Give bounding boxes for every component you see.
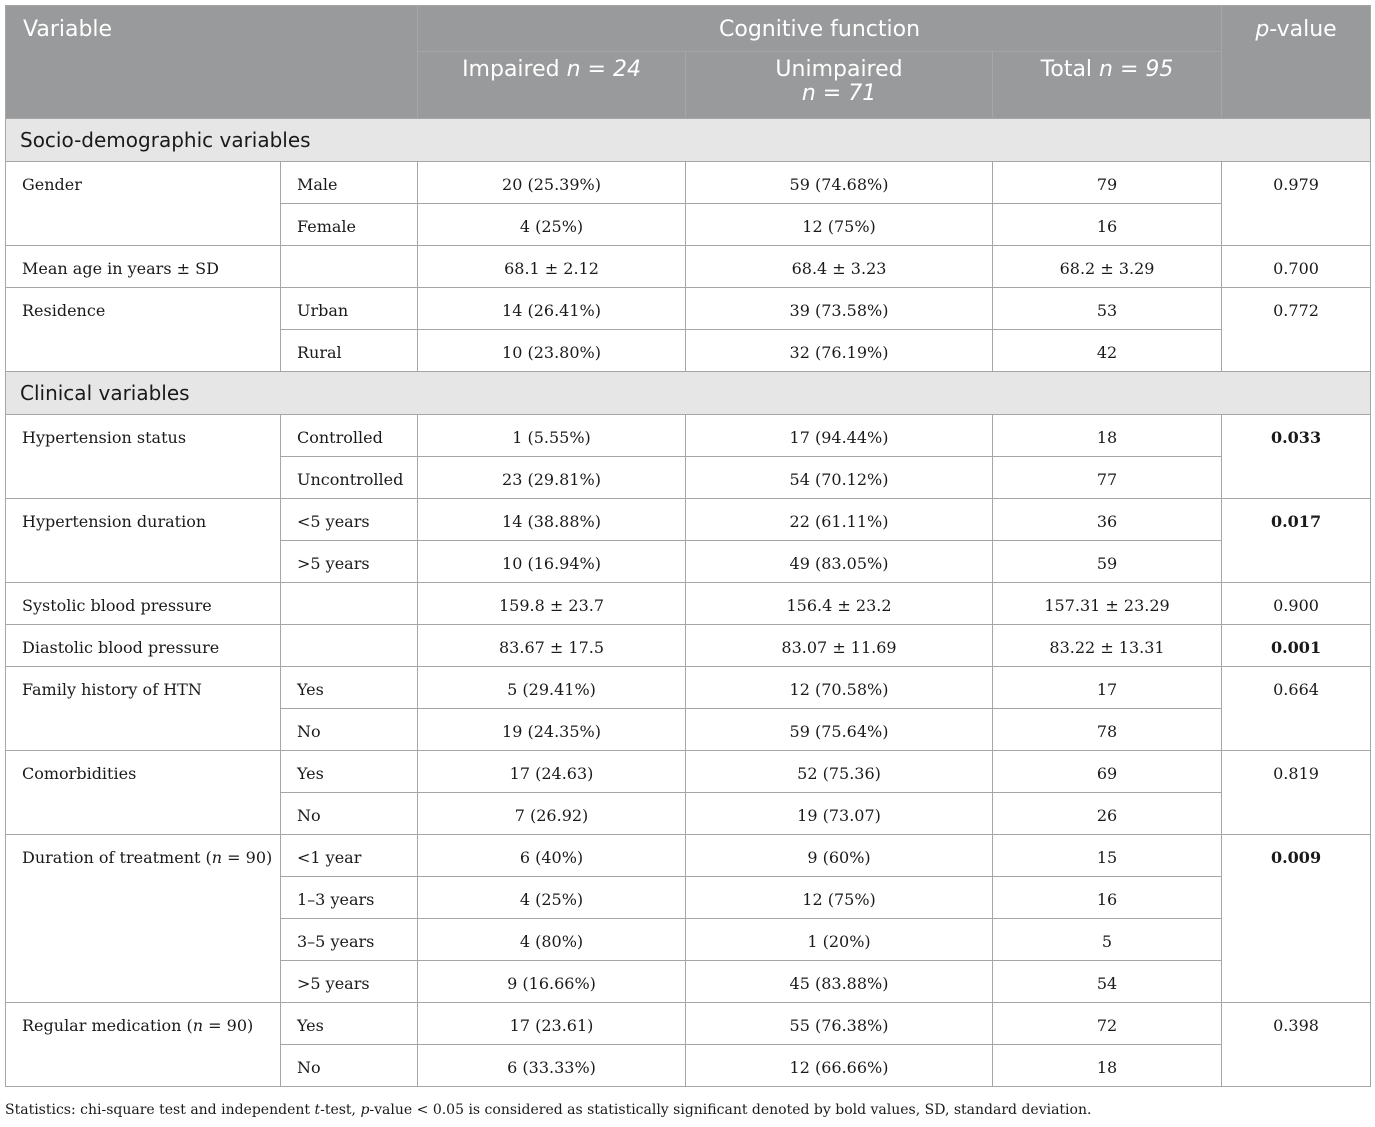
sub-label: No: [281, 709, 418, 751]
table-row: [6, 751, 1371, 793]
unimpaired-cell: 156.4 ± 23.2: [686, 583, 993, 625]
header-p-rest: -value: [1269, 17, 1337, 42]
header-impaired: [418, 52, 686, 119]
sub-label: <5 years: [281, 499, 418, 541]
total-cell: 77: [993, 457, 1222, 499]
p-value-cell: 0.979: [1222, 162, 1371, 246]
sub-label: Uncontrolled: [281, 457, 418, 499]
impaired-cell: 4 (25%): [418, 877, 686, 919]
sub-label: Urban: [281, 288, 418, 330]
unimpaired-cell: 52 (75.36): [686, 751, 993, 793]
impaired-cell: 1 (5.55%): [418, 415, 686, 457]
unimpaired-cell: 22 (61.11%): [686, 499, 993, 541]
p-value-cell: 0.900: [1222, 583, 1371, 625]
unimpaired-cell: 83.07 ± 11.69: [686, 625, 993, 667]
impaired-cell: 6 (33.33%): [418, 1045, 686, 1087]
total-cell: 157.31 ± 23.29: [993, 583, 1222, 625]
p-value-cell: 0.009: [1222, 835, 1371, 1003]
total-cell: 5: [993, 919, 1222, 961]
impaired-cell: 68.1 ± 2.12: [418, 246, 686, 288]
table-row: [6, 583, 1371, 625]
header-total-label: Total: [1040, 57, 1100, 82]
section-clinical: [6, 372, 1371, 415]
sub-label: <1 year: [281, 835, 418, 877]
row-label: Comorbidities: [6, 751, 281, 835]
total-cell: 16: [993, 877, 1222, 919]
table-row: [6, 835, 1371, 877]
impaired-cell: 23 (29.81%): [418, 457, 686, 499]
total-cell: 15: [993, 835, 1222, 877]
total-cell: 72: [993, 1003, 1222, 1045]
header-impaired-label: Impaired: [462, 57, 567, 82]
impaired-cell: 20 (25.39%): [418, 162, 686, 204]
impaired-cell: 10 (23.80%): [418, 330, 686, 372]
row-label: Diastolic blood pressure: [6, 625, 281, 667]
total-cell: 78: [993, 709, 1222, 751]
sub-label: 1–3 years: [281, 877, 418, 919]
impaired-cell: 10 (16.94%): [418, 541, 686, 583]
p-value-cell: 0.772: [1222, 288, 1371, 372]
impaired-cell: 4 (80%): [418, 919, 686, 961]
unimpaired-cell: 12 (70.58%): [686, 667, 993, 709]
sub-label-empty: [281, 625, 418, 667]
row-label-n: n: [192, 1016, 204, 1035]
footnote-t: t: [314, 1102, 321, 1118]
footnote-a: Statistics: chi-square test and independent: [5, 1102, 315, 1118]
row-label: Gender: [6, 162, 281, 246]
table-footnote: [5, 1102, 1091, 1118]
sub-label: >5 years: [281, 961, 418, 1003]
unimpaired-cell: 45 (83.88%): [686, 961, 993, 1003]
header-variable: Variable: [6, 6, 418, 119]
sub-label: 3–5 years: [281, 919, 418, 961]
unimpaired-cell: 17 (94.44%): [686, 415, 993, 457]
total-cell: 26: [993, 793, 1222, 835]
sub-label: Yes: [281, 1003, 418, 1045]
row-label: Systolic blood pressure: [6, 583, 281, 625]
unimpaired-cell: 1 (20%): [686, 919, 993, 961]
sub-label: No: [281, 793, 418, 835]
results-table: [5, 5, 1371, 1087]
header-p-value: [1222, 6, 1371, 119]
header-p-italic: p: [1255, 17, 1270, 42]
impaired-cell: 7 (26.92): [418, 793, 686, 835]
unimpaired-cell: 54 (70.12%): [686, 457, 993, 499]
total-cell: 53: [993, 288, 1222, 330]
impaired-cell: 4 (25%): [418, 204, 686, 246]
p-value-cell: 0.664: [1222, 667, 1371, 751]
table-row: [6, 246, 1371, 288]
impaired-cell: 14 (38.88%): [418, 499, 686, 541]
header-row-1: [6, 6, 1371, 52]
row-label: Residence: [6, 288, 281, 372]
p-value-cell: 0.819: [1222, 751, 1371, 835]
row-label: Hypertension status: [6, 415, 281, 499]
impaired-cell: 6 (40%): [418, 835, 686, 877]
total-cell: 54: [993, 961, 1222, 1003]
row-label-a: Duration of treatment (: [22, 848, 212, 867]
sub-label: Rural: [281, 330, 418, 372]
total-cell: 36: [993, 499, 1222, 541]
footnote-c: -value < 0.05 is considered as statistically significant denoted by bold values, SD, standard deviation.: [369, 1102, 1092, 1118]
unimpaired-cell: 32 (76.19%): [686, 330, 993, 372]
row-label-n: n: [211, 848, 223, 867]
sub-label: Female: [281, 204, 418, 246]
total-cell: 18: [993, 1045, 1222, 1087]
total-cell: 18: [993, 415, 1222, 457]
unimpaired-cell: 49 (83.05%): [686, 541, 993, 583]
header-unimpaired: [686, 52, 993, 119]
footnote-b: -test,: [320, 1102, 361, 1118]
unimpaired-cell: 68.4 ± 3.23: [686, 246, 993, 288]
table-row: [6, 288, 1371, 330]
unimpaired-cell: 55 (76.38%): [686, 1003, 993, 1045]
impaired-cell: 19 (24.35%): [418, 709, 686, 751]
impaired-cell: 17 (23.61): [418, 1003, 686, 1045]
impaired-cell: 14 (26.41%): [418, 288, 686, 330]
p-value-cell: 0.398: [1222, 1003, 1371, 1087]
total-cell: 59: [993, 541, 1222, 583]
table-row: [6, 1003, 1371, 1045]
row-label: Mean age in years ± SD: [6, 246, 281, 288]
sub-label-empty: [281, 246, 418, 288]
section-title: Clinical variables: [6, 372, 1371, 415]
sub-label: Yes: [281, 751, 418, 793]
section-title: Socio-demographic variables: [6, 119, 1371, 162]
sub-label-empty: [281, 583, 418, 625]
total-cell: 69: [993, 751, 1222, 793]
row-label: Hypertension duration: [6, 499, 281, 583]
header-total-n: n = 95: [1099, 57, 1174, 82]
p-value-cell: 0.001: [1222, 625, 1371, 667]
sub-label: Yes: [281, 667, 418, 709]
header-cognitive-function: Cognitive function: [418, 6, 1222, 52]
table-row: [6, 415, 1371, 457]
impaired-cell: 83.67 ± 17.5: [418, 625, 686, 667]
p-value-cell: 0.033: [1222, 415, 1371, 499]
total-cell: 83.22 ± 13.31: [993, 625, 1222, 667]
p-value-cell: 0.700: [1222, 246, 1371, 288]
row-label-b: = 90): [222, 848, 273, 867]
row-label-b: = 90): [203, 1016, 254, 1035]
impaired-cell: 17 (24.63): [418, 751, 686, 793]
impaired-cell: 159.8 ± 23.7: [418, 583, 686, 625]
unimpaired-cell: 59 (75.64%): [686, 709, 993, 751]
impaired-cell: 5 (29.41%): [418, 667, 686, 709]
row-label: [6, 1003, 281, 1087]
row-label: Family history of HTN: [6, 667, 281, 751]
impaired-cell: 9 (16.66%): [418, 961, 686, 1003]
sub-label: Controlled: [281, 415, 418, 457]
total-cell: 17: [993, 667, 1222, 709]
unimpaired-cell: 9 (60%): [686, 835, 993, 877]
table-row: [6, 667, 1371, 709]
unimpaired-cell: 19 (73.07): [686, 793, 993, 835]
section-socio: [6, 119, 1371, 162]
unimpaired-cell: 12 (75%): [686, 204, 993, 246]
unimpaired-cell: 39 (73.58%): [686, 288, 993, 330]
header-impaired-n: n = 24: [566, 57, 641, 82]
total-cell: 42: [993, 330, 1222, 372]
header-total: [993, 52, 1222, 119]
total-cell: 16: [993, 204, 1222, 246]
table-row: [6, 162, 1371, 204]
header-unimpaired-n: n = 71: [801, 81, 877, 106]
total-cell: 68.2 ± 3.29: [993, 246, 1222, 288]
footnote-p: p: [360, 1102, 370, 1118]
header-unimpaired-label: Unimpaired: [775, 57, 903, 82]
row-label-a: Regular medication (: [22, 1016, 193, 1035]
unimpaired-cell: 12 (75%): [686, 877, 993, 919]
unimpaired-cell: 12 (66.66%): [686, 1045, 993, 1087]
sub-label: Male: [281, 162, 418, 204]
table-row: [6, 625, 1371, 667]
sub-label: No: [281, 1045, 418, 1087]
table-row: [6, 499, 1371, 541]
row-label: [6, 835, 281, 1003]
p-value-cell: 0.017: [1222, 499, 1371, 583]
unimpaired-cell: 59 (74.68%): [686, 162, 993, 204]
total-cell: 79: [993, 162, 1222, 204]
sub-label: >5 years: [281, 541, 418, 583]
